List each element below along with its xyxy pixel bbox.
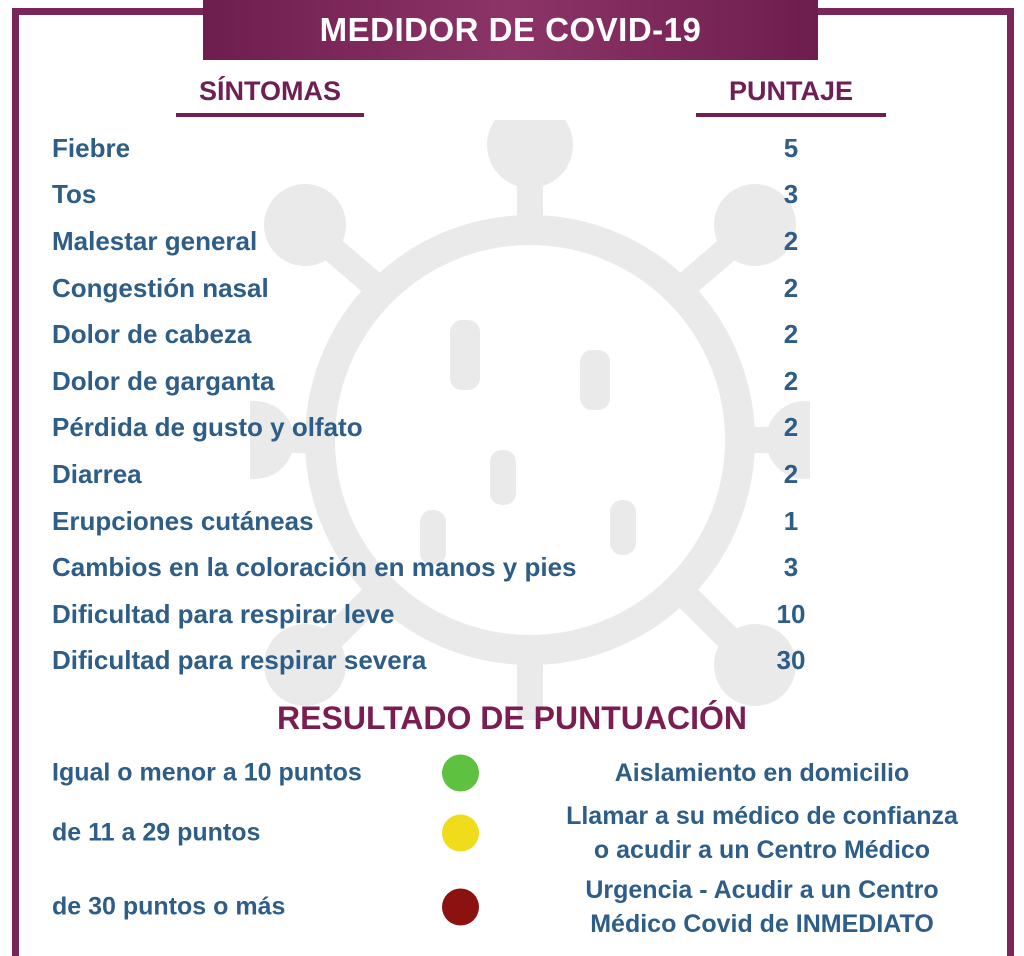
symptom-score: 2 [783,272,799,303]
page-title: MEDIDOR DE COVID-19 [319,11,702,48]
yellow-dot-icon [442,815,479,852]
symptoms-header [176,76,364,117]
table-row [52,172,852,219]
table-row [52,544,852,591]
symptom-name: Congestión nasal [52,272,269,303]
result-action-line2: Médico Covid de INMEDIATO [590,910,934,938]
symptoms-header-label: SÍNTOMAS [198,76,341,106]
result-action-line1: Llamar a su médico de confianza [566,802,958,830]
green-dot-icon [442,755,479,792]
symptom-name: Dificultad para respirar severa [52,645,427,676]
symptom-name: Pérdida de gusto y olfato [52,412,363,443]
result-row-yellow [52,798,992,868]
score-header-label: PUNTAJE [728,76,854,106]
symptom-score: 5 [783,132,799,163]
symptom-name: Dolor de garganta [52,365,275,396]
symptom-name: Fiebre [52,132,131,163]
symptom-score: 10 [776,598,806,629]
symptom-name: Dolor de cabeza [52,319,252,350]
symptom-name: Cambios en la coloración en manos y pies [52,552,577,583]
result-action-line1: Urgencia - Acudir a un Centro [585,876,939,904]
table-row [52,498,852,545]
symptom-score: 2 [783,412,799,443]
result-range: de 30 puntos o más [52,892,286,921]
result-action [512,799,1012,867]
symptom-name: Tos [52,179,97,210]
result-range: de 11 a 29 puntos [52,818,261,847]
result-row-red [52,872,992,942]
table-row [52,405,852,452]
result-action-line2: o acudir a un Centro Médico [593,836,931,864]
table-row [52,218,852,265]
table-row [52,638,852,685]
symptoms-table [52,125,852,684]
table-row [52,125,852,172]
symptom-score: 1 [783,505,799,536]
result-title: RESULTADO DE PUNTUACIÓN [277,700,747,736]
symptom-name: Dificultad para respirar leve [52,598,395,629]
title-banner [203,0,818,60]
table-row [52,451,852,498]
result-action [512,873,1012,941]
symptom-score: 2 [783,458,799,489]
table-row [52,265,852,312]
symptom-name: Diarrea [52,458,142,489]
table-row [52,358,852,405]
symptom-name: Malestar general [52,225,258,256]
symptom-score: 2 [783,365,799,396]
score-header [696,76,886,117]
symptoms-header-underline [176,113,364,117]
symptom-score: 30 [776,645,806,676]
result-action [512,756,1012,790]
symptom-name: Erupciones cutáneas [52,505,314,536]
frame-left [12,8,19,956]
red-dot-icon [442,889,479,926]
result-action-line1: Aislamiento en domicilio [614,759,910,787]
table-row [52,591,852,638]
score-header-underline [696,113,886,117]
symptom-score: 3 [783,552,799,583]
table-row [52,311,852,358]
symptom-score: 3 [783,179,799,210]
result-range: Igual o menor a 10 puntos [52,758,362,787]
symptom-score: 2 [783,319,799,350]
symptom-score: 2 [783,225,799,256]
